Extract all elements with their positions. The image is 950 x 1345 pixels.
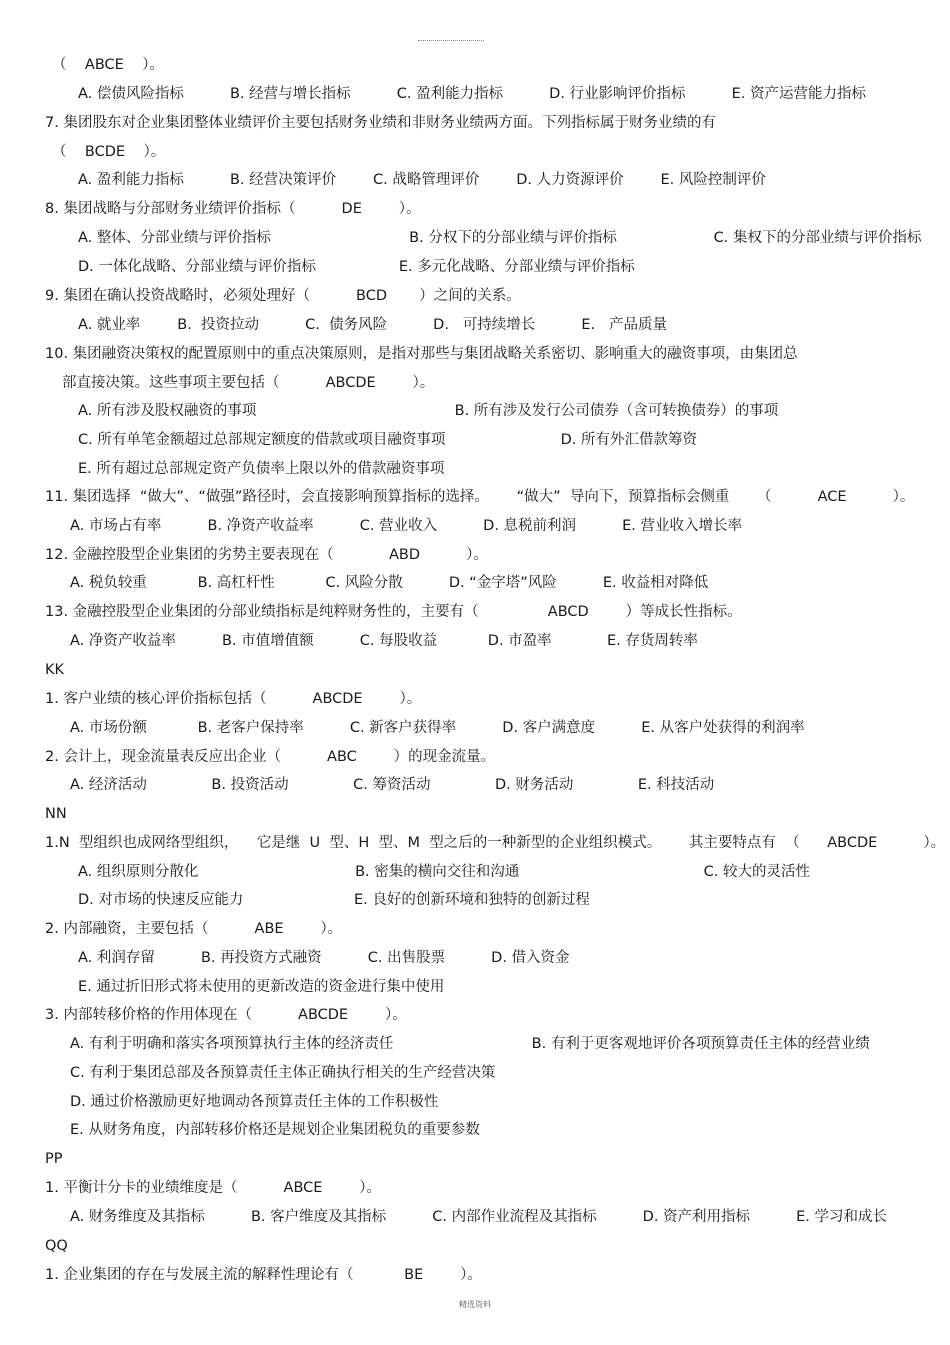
options-line: A. 盈利能力指标 B. 经营决策评价 C. 战略管理评价 D. 人力资源评价 E. 风险控制评价 xyxy=(78,172,766,188)
question-pp-1: 1. 平衡计分卡的业绩维度是（ ABCE ）。 xyxy=(45,1180,382,1196)
options-line: A. 整体、分部业绩与评价指标 B. 分权下的分部业绩与评价指标 C. 集权下的分部业绩与评价指标 xyxy=(78,230,922,246)
question-9: 9. 集团在确认投资战略时，必须处理好（ BCD ）之间的关系。 xyxy=(45,288,521,304)
question-8: 8. 集团战略与分部财务业绩评价指标（ DE ）。 xyxy=(45,201,421,217)
options-line: C. 所有单笔金额超过总部规定额度的借款或项目融资事项 D. 所有外汇借款筹资 xyxy=(78,432,697,448)
question-nn-1: 1.N 型组织也成网络型组织， 它是继 U 型、H 型、M 型之后的一种新型的企业组织模式。 其主要特点有 （ ABCDE ）。 xyxy=(45,835,946,851)
question-10-cont: 部直接决策。这些事项主要包括（ ABCDE ）。 xyxy=(62,375,435,391)
answer-line: （ ABCE ）。 xyxy=(52,57,165,73)
question-kk-2: 2. 会计上，现金流量表反应出企业（ ABC ）的现金流量。 xyxy=(45,749,496,765)
section-heading-nn: NN xyxy=(45,806,67,822)
options-line: A. 有利于明确和落实各项预算执行主体的经济责任 B. 有利于更客观地评价各项预算责任主体的经营业绩 xyxy=(70,1036,870,1052)
question-11: 11. 集团选择 “做大”、“做强”路径时，会直接影响预算指标的选择。 “做大” 导向下，预算指标会侧重 （ ACE ）。 xyxy=(45,489,915,505)
section-heading-qq: QQ xyxy=(45,1238,68,1254)
options-line: A. 经济活动 B. 投资活动 C. 筹资活动 D. 财务活动 E. 科技活动 xyxy=(70,777,715,793)
options-line: C. 有利于集团总部及各预算责任主体正确执行相关的生产经营决策 xyxy=(70,1065,496,1081)
options-line: A. 组织原则分散化 B. 密集的横向交往和沟通 C. 较大的灵活性 xyxy=(78,864,810,880)
options-line: A. 所有涉及股权融资的事项 B. 所有涉及发行公司债券（含可转换债券）的事项 xyxy=(78,403,779,419)
options-line: A. 市场份额 B. 老客户保持率 C. 新客户获得率 D. 客户满意度 E. 从客户处获得的利润率 xyxy=(70,720,805,736)
options-line: A. 净资产收益率 B. 市值增值额 C. 每股收益 D. 市盈率 E. 存货周转率 xyxy=(70,633,698,649)
question-10: 10. 集团融资决策权的配置原则中的重点决策原则，是指对那些与集团战略关系密切、影响重大的融资事项，由集团总 xyxy=(45,346,798,362)
section-heading-kk: KK xyxy=(45,662,65,678)
section-heading-pp: PP xyxy=(45,1151,63,1167)
options-line: D. 对市场的快速反应能力 E. 良好的创新环境和独特的创新过程 xyxy=(78,892,590,908)
options-line: D. 一体化战略、分部业绩与评价指标 E. 多元化战略、分部业绩与评价指标 xyxy=(78,259,635,275)
options-line: A. 市场占有率 B. 净资产收益率 C. 营业收入 D. 息税前利润 E. 营业收入增长率 xyxy=(70,518,743,534)
options-line: D. 通过价格激励更好地调动各预算责任主体的工作积极性 xyxy=(70,1094,439,1110)
question-12: 12. 金融控股型企业集团的劣势主要表现在（ ABD ）。 xyxy=(45,547,488,563)
answer-line: （ BCDE ）。 xyxy=(52,144,166,160)
options-line: A. 偿债风险指标 B. 经营与增长指标 C. 盈利能力指标 D. 行业影响评价指标 E. 资产运营能力指标 xyxy=(78,86,867,102)
options-line: E. 所有超过总部规定资产负债率上限以外的借款融资事项 xyxy=(78,461,445,477)
question-nn-3: 3. 内部转移价格的作用体现在（ ABCDE ）。 xyxy=(45,1007,407,1023)
options-line: A. 税负较重 B. 高杠杆性 C. 风险分散 D. “金字塔”风险 E. 收益相对降低 xyxy=(70,575,709,591)
question-kk-1: 1. 客户业绩的核心评价指标包括（ ABCDE ）。 xyxy=(45,691,422,707)
question-7: 7. 集团股东对企业集团整体业绩评价主要包括财务业绩和非财务业绩两方面。下列指标属于财务业绩的有 xyxy=(45,115,716,131)
question-nn-2: 2. 内部融资，主要包括（ ABE ）。 xyxy=(45,921,343,937)
options-line: E. 通过折旧形式将未使用的更新改造的资金进行集中使用 xyxy=(78,979,445,995)
question-13: 13. 金融控股型企业集团的分部业绩指标是纯粹财务性的，主要有（ ABCD ）等成长性指标。 xyxy=(45,604,742,620)
options-line: E. 从财务角度，内部转移价格还是规划企业集团税负的重要参数 xyxy=(70,1122,480,1138)
options-line: A. 财务维度及其指标 B. 客户维度及其指标 C. 内部作业流程及其指标 D. 资产利用指标 E. 学习和成长 xyxy=(70,1209,888,1225)
options-line: A. 利润存留 B. 再投资方式融资 C. 出售股票 D. 借入资金 xyxy=(78,950,570,966)
header-rule xyxy=(418,40,484,41)
question-qq-1: 1. 企业集团的存在与发展主流的解释性理论有（ BE ）。 xyxy=(45,1267,482,1283)
options-line: A. 就业率 B. 投资拉动 C. 债务风险 D. 可持续增长 E. 产品质量 xyxy=(78,317,667,333)
footer-text: 精选资料 xyxy=(459,1300,491,1309)
